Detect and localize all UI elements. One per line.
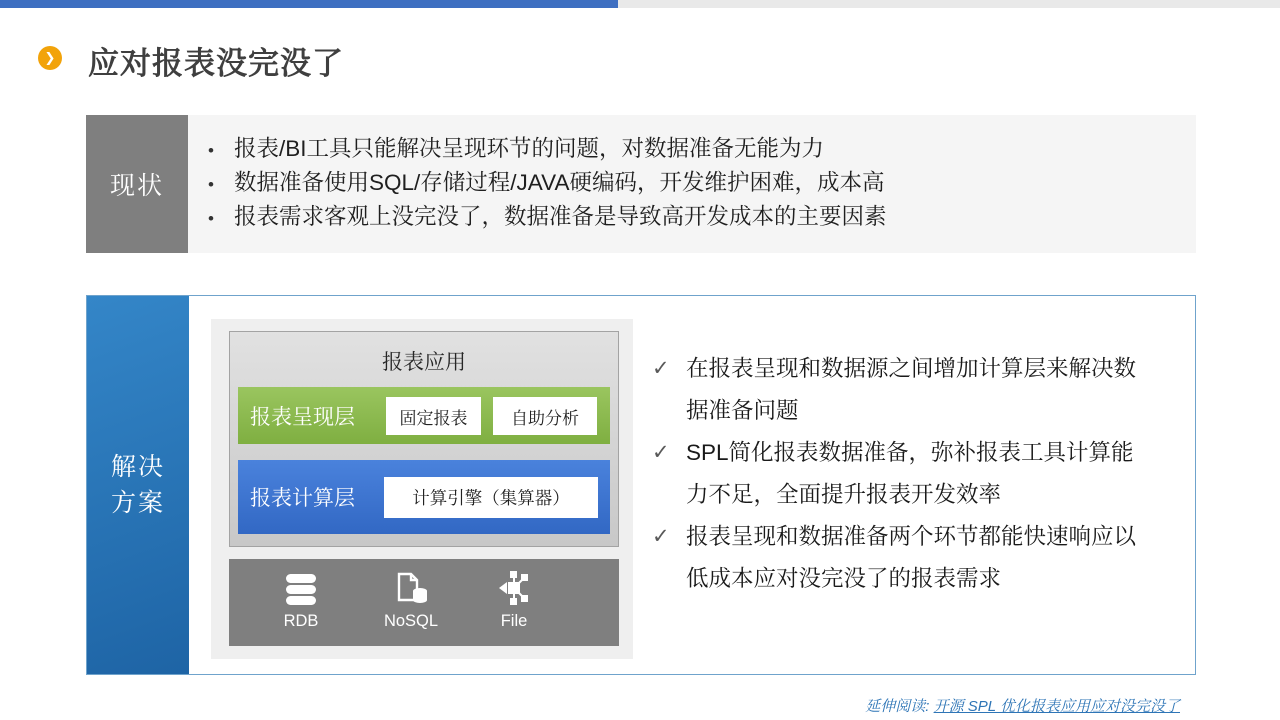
self-service-analysis-box: 自助分析 bbox=[493, 397, 597, 435]
solution-label-line2: 方案 bbox=[110, 489, 165, 517]
datasource-label: NoSQL bbox=[383, 612, 439, 630]
database-icon bbox=[284, 571, 318, 605]
solution-checklist bbox=[652, 348, 1172, 600]
nosql-document-icon bbox=[393, 571, 429, 605]
datasource-rdb bbox=[259, 571, 343, 631]
checklist-text: 报表呈现和数据准备两个环节都能快速响应以低成本应对没完没了的报表需求 bbox=[686, 524, 1137, 591]
bullet-icon: • bbox=[208, 175, 214, 194]
check-icon: ✓ bbox=[652, 525, 670, 548]
bullet-icon: • bbox=[208, 209, 214, 228]
datasource-file bbox=[472, 571, 556, 631]
presentation-layer-label: 报表呈现层 bbox=[250, 405, 355, 429]
computing-layer-label: 报表计算层 bbox=[250, 487, 355, 510]
status-bullet-text: 报表需求客观上没完没了，数据准备是导致高开发成本的主要因素 bbox=[234, 204, 887, 229]
check-icon: ✓ bbox=[652, 441, 670, 464]
checklist-text: 在报表呈现和数据源之间增加计算层来解决数据准备问题 bbox=[686, 356, 1137, 423]
top-accent-bar-blue bbox=[0, 0, 618, 8]
status-bullet-text: 报表/BI工具只能解决呈现环节的问题，对数据准备无能为力 bbox=[234, 136, 825, 161]
status-bullet-item bbox=[208, 201, 1196, 235]
computing-engine-box: 计算引擎（集算器） bbox=[384, 477, 598, 518]
solution-section bbox=[86, 295, 1196, 675]
status-bullet-item bbox=[208, 133, 1196, 167]
status-section-label: 现状 bbox=[86, 115, 188, 253]
chevron-glyph: ❯ bbox=[44, 50, 56, 65]
report-computing-layer bbox=[238, 460, 610, 534]
further-reading-prefix: 延伸阅读: bbox=[865, 698, 930, 715]
datasource-label: File bbox=[500, 612, 528, 630]
status-bullet-text: 数据准备使用SQL/存储过程/JAVA硬编码，开发维护困难，成本高 bbox=[234, 170, 885, 195]
checklist-item bbox=[652, 516, 1172, 600]
status-section bbox=[86, 115, 1196, 253]
fixed-report-box: 固定报表 bbox=[386, 397, 481, 435]
datasource-nosql bbox=[369, 571, 453, 631]
further-reading-link[interactable]: 开源 SPL 优化报表应用应对没完没了 bbox=[933, 698, 1180, 715]
report-application-title: 报表应用 bbox=[382, 351, 466, 374]
page-title: 应对报表没完没了 bbox=[88, 46, 344, 81]
status-bullet-item bbox=[208, 167, 1196, 201]
report-application-box bbox=[229, 331, 619, 547]
solution-label-line1: 解决 bbox=[110, 453, 165, 481]
check-icon: ✓ bbox=[652, 357, 670, 380]
architecture-diagram bbox=[211, 319, 633, 659]
checklist-text: SPL简化报表数据准备，弥补报表工具计算能力不足，全面提升报表开发效率 bbox=[686, 440, 1134, 507]
chevron-circle-icon bbox=[38, 46, 62, 70]
further-reading bbox=[865, 695, 1180, 716]
bullet-icon: • bbox=[208, 141, 214, 160]
datasource-label: RDB bbox=[283, 612, 319, 630]
status-bullet-list bbox=[188, 115, 1196, 253]
solution-section-label bbox=[87, 296, 189, 674]
file-share-icon bbox=[496, 571, 532, 605]
datasource-bar bbox=[229, 559, 619, 646]
top-accent-bar-gray bbox=[618, 0, 1280, 8]
checklist-item bbox=[652, 432, 1172, 516]
report-presentation-layer bbox=[238, 387, 610, 444]
checklist-item bbox=[652, 348, 1172, 432]
